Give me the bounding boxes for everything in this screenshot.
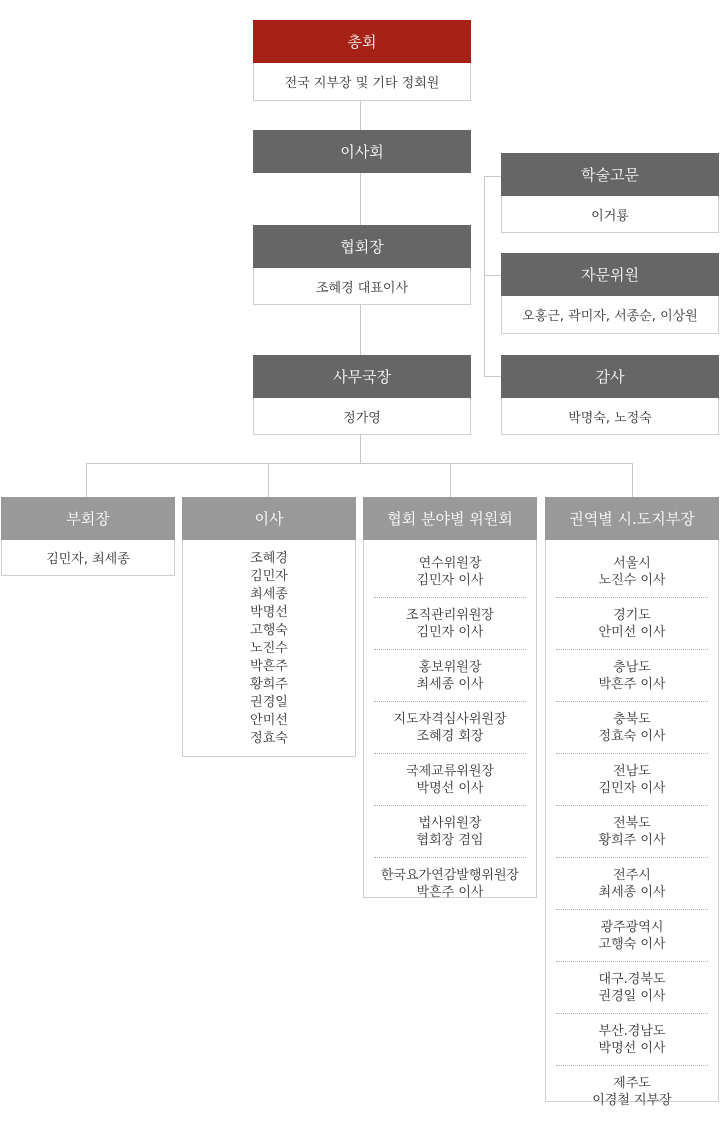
- committee-role: 법사위원장: [418, 816, 482, 831]
- region-person: 황희주 이사: [598, 833, 666, 848]
- region-item: [556, 910, 708, 962]
- region-item: [556, 754, 708, 806]
- committee-role: 조직관리위원장: [406, 608, 494, 623]
- committees-title: 협회 분야별 위원회: [363, 497, 537, 540]
- region-person: 노진수 이사: [598, 573, 666, 588]
- secretary-general-box: [253, 355, 471, 435]
- bottom-branch-line: [450, 463, 451, 497]
- regional-branches-title: 권역별 시.도지부장: [545, 497, 719, 540]
- region-item: [556, 1066, 708, 1117]
- committee-role: 홍보위원장: [418, 660, 482, 675]
- committee-person: 협회장 겸임: [416, 833, 484, 848]
- region-person: 정효숙 이사: [598, 729, 666, 744]
- auditor-members: 박명숙, 노정숙: [501, 398, 719, 435]
- committee-role: 지도자격심사위원장: [393, 712, 507, 727]
- connector-line: [360, 173, 361, 225]
- academic-advisor-members: 이거룡: [501, 196, 719, 233]
- consulting-committee-members: 오홍근, 곽미자, 서종순, 이상원: [501, 296, 719, 334]
- director-name: 노진수: [250, 641, 288, 656]
- committee-item: [374, 546, 526, 598]
- region-name: 충남도: [613, 660, 651, 675]
- advisor-branch-line: [484, 376, 501, 377]
- director-name: 박흔주: [250, 659, 288, 674]
- region-person: 박명선 이사: [598, 1041, 666, 1056]
- bottom-branch-line: [86, 463, 87, 497]
- committee-person: 김민자 이사: [416, 573, 484, 588]
- committee-item: [374, 702, 526, 754]
- region-name: 전주시: [613, 868, 651, 883]
- region-name: 대구.경북도: [598, 972, 666, 987]
- committee-item: [374, 806, 526, 858]
- general-assembly-box: [253, 20, 471, 101]
- region-item: [556, 598, 708, 650]
- director-name: 황희주: [250, 677, 288, 692]
- connector-line: [360, 304, 361, 355]
- auditor-box: [501, 355, 719, 435]
- region-name: 충북도: [613, 712, 651, 727]
- region-person: 최세종 이사: [598, 885, 666, 900]
- committees-box: [363, 497, 537, 898]
- committee-role: 연수위원장: [418, 556, 482, 571]
- vice-president-box: [1, 497, 175, 576]
- director-name: 김민자: [250, 569, 288, 584]
- region-item: [556, 806, 708, 858]
- committees-list: [363, 540, 537, 898]
- region-person: 안미선 이사: [598, 625, 666, 640]
- region-item: [556, 650, 708, 702]
- advisor-branch-line: [484, 176, 485, 376]
- committee-person: 최세종 이사: [416, 677, 484, 692]
- director-name: 조혜경: [250, 551, 288, 566]
- region-name: 경기도: [613, 608, 651, 623]
- committee-item: [374, 650, 526, 702]
- secretary-general-title: 사무국장: [253, 355, 471, 398]
- director-name: 최세종: [250, 587, 288, 602]
- board-box: [253, 130, 471, 173]
- region-item: [556, 858, 708, 910]
- regional-branches-list: [545, 540, 719, 1108]
- auditor-title: 감사: [501, 355, 719, 398]
- committee-role: 국제교류위원장: [406, 764, 494, 779]
- president-title: 협회장: [253, 225, 471, 268]
- connector-line: [360, 434, 361, 463]
- secretary-general-name: 정가영: [253, 398, 471, 435]
- region-name: 전남도: [613, 764, 651, 779]
- general-assembly-title: 총회: [253, 20, 471, 63]
- directors-list: [182, 540, 356, 757]
- vice-president-members: 김민자, 최세종: [1, 540, 175, 576]
- committee-item: [374, 858, 526, 909]
- director-name: 박명선: [250, 605, 288, 620]
- region-name: 광주광역시: [600, 920, 664, 935]
- board-title: 이사회: [253, 130, 471, 173]
- region-person: 권경일 이사: [598, 989, 666, 1004]
- committee-item: [374, 598, 526, 650]
- region-item: [556, 1014, 708, 1066]
- directors-box: [182, 497, 356, 757]
- committee-role: 한국요가연감발행위원장: [380, 868, 520, 883]
- committee-person: 박흔주 이사: [416, 885, 484, 900]
- director-name: 정효숙: [250, 731, 288, 746]
- bottom-branch-line: [86, 463, 633, 464]
- region-person: 이경철 지부장: [592, 1093, 672, 1108]
- president-box: [253, 225, 471, 305]
- region-person: 고행숙 이사: [598, 937, 666, 952]
- regional-branches-box: [545, 497, 719, 1108]
- connector-line: [360, 100, 361, 130]
- general-assembly-members: 전국 지부장 및 기타 정회원: [253, 63, 471, 101]
- committee-person: 조혜경 회장: [416, 729, 484, 744]
- director-name: 권경일: [250, 695, 288, 710]
- advisor-branch-line: [484, 275, 501, 276]
- committee-item: [374, 754, 526, 806]
- consulting-committee-box: [501, 253, 719, 334]
- president-name: 조혜경 대표이사: [253, 268, 471, 305]
- committee-person: 김민자 이사: [416, 625, 484, 640]
- director-name: 안미선: [250, 713, 288, 728]
- region-item: [556, 702, 708, 754]
- committee-person: 박명선 이사: [416, 781, 484, 796]
- region-name: 전북도: [613, 816, 651, 831]
- advisor-branch-line: [484, 176, 501, 177]
- bottom-branch-line: [632, 463, 633, 497]
- region-person: 박흔주 이사: [598, 677, 666, 692]
- academic-advisor-box: [501, 153, 719, 233]
- directors-title: 이사: [182, 497, 356, 540]
- consulting-committee-title: 자문위원: [501, 253, 719, 296]
- region-person: 김민자 이사: [598, 781, 666, 796]
- bottom-branch-line: [268, 463, 269, 497]
- region-name: 제주도: [613, 1076, 651, 1091]
- region-name: 부산.경남도: [598, 1024, 666, 1039]
- director-name: 고행숙: [250, 623, 288, 638]
- region-item: [556, 546, 708, 598]
- vice-president-title: 부회장: [1, 497, 175, 540]
- region-item: [556, 962, 708, 1014]
- region-name: 서울시: [613, 556, 651, 571]
- academic-advisor-title: 학술고문: [501, 153, 719, 196]
